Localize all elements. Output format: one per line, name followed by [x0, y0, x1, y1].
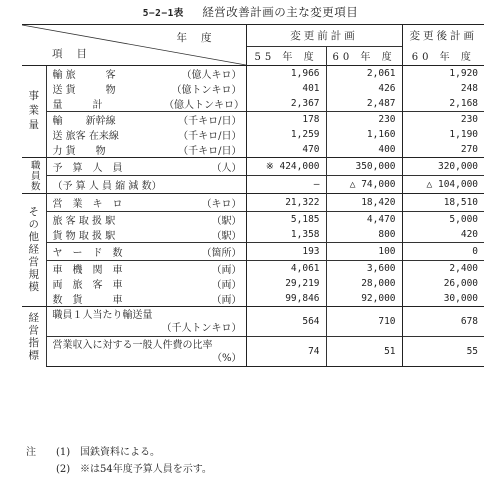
value-y55: 470 — [246, 142, 326, 158]
value-y60-after: 1,920 — [402, 66, 484, 82]
row-label: 営業収入に対する一般人件費の比率 — [52, 339, 213, 351]
footnote — [26, 461, 212, 478]
table-row — [22, 176, 484, 194]
value-y55: 2,367 — [246, 96, 326, 112]
value-y60-after: 320,000 — [402, 158, 484, 176]
table-row — [22, 337, 484, 367]
value-y60-before: 2,487 — [326, 96, 402, 112]
value-y60-after: 230 — [402, 112, 484, 128]
value-y55: 178 — [246, 112, 326, 128]
header-y60a: 60 年 度 — [326, 46, 402, 65]
value-y60-after: 270 — [402, 142, 484, 158]
header-item: 項目 — [52, 48, 101, 60]
row-unit: （両） — [211, 295, 242, 306]
value-y60-before: 4,470 — [326, 212, 402, 228]
row-unit: （%） — [212, 352, 242, 364]
header-after: 変更後計画 — [402, 25, 484, 47]
row-unit: （千キロ/日） — [178, 146, 242, 157]
row-unit: （人） — [164, 158, 246, 176]
value-y60-after: 0 — [402, 243, 484, 261]
table-row — [22, 66, 484, 82]
row-label: 力 貨 物 — [46, 142, 164, 158]
row-label: 輸 旅 客 — [46, 66, 164, 82]
row-label: 予 算 人 員 — [46, 158, 164, 176]
table-row — [22, 307, 484, 337]
row-label: 職員１人当たり輸送量 — [52, 309, 153, 321]
table-row — [22, 81, 484, 96]
value-y60-after: 1,190 — [402, 127, 484, 142]
row-label: 貨 物 取 扱 駅 — [46, 227, 164, 243]
value-y55: 21,322 — [246, 194, 326, 212]
value-y60-before: 28,000 — [326, 276, 402, 291]
footnote-number: (1) — [56, 447, 71, 458]
value-y55: 401 — [246, 81, 326, 96]
value-y60-after: 678 — [402, 307, 484, 337]
table-row — [22, 276, 484, 291]
table-caption: 経営改善計画の主な変更項目 — [202, 5, 359, 19]
category-other: その他経営規模 — [22, 194, 46, 307]
row-label-cell — [46, 307, 246, 337]
table-row — [22, 227, 484, 243]
value-y60-before: 710 — [326, 307, 402, 337]
value-y55: 1,358 — [246, 227, 326, 243]
table-row — [22, 243, 484, 261]
value-y60-after: 420 — [402, 227, 484, 243]
row-unit: （両） — [211, 280, 242, 291]
footnotes — [26, 444, 212, 478]
value-y60-before: 800 — [326, 227, 402, 243]
value-y60-after: △ 104,000 — [402, 176, 484, 194]
header-before: 変更前計画 — [246, 25, 402, 47]
value-y60-before: 2,061 — [326, 66, 402, 82]
value-y60-before: 350,000 — [326, 158, 402, 176]
value-y55: 5,185 — [246, 212, 326, 228]
value-y55: — — [246, 176, 326, 194]
header-y55: 55 年 度 — [246, 46, 326, 65]
footnote-text: ※は54年度予算人員を示す。 — [80, 464, 212, 475]
header-corner — [22, 25, 246, 66]
row-label: 輸 新幹線 — [46, 112, 164, 128]
table-row — [22, 96, 484, 112]
main-table — [22, 24, 484, 367]
row-unit: （箇所） — [164, 243, 246, 261]
value-y60-before: 92,000 — [326, 291, 402, 307]
row-label-cell — [46, 337, 246, 367]
row-label: 両 旅 客 車 — [46, 276, 164, 291]
table-row — [22, 112, 484, 128]
row-label: 旅 客 取 扱 駅 — [46, 212, 164, 228]
table-row — [22, 291, 484, 307]
row-label: （予 算 人 員 縮 減 数） — [46, 176, 246, 194]
value-y55: 1,966 — [246, 66, 326, 82]
header-row-1 — [22, 25, 484, 47]
row-label: 数 貨 車 — [46, 291, 164, 307]
row-unit: （千キロ/日） — [164, 112, 246, 128]
table-row — [22, 158, 484, 176]
value-y60-before: 100 — [326, 243, 402, 261]
value-y60-after: 18,510 — [402, 194, 484, 212]
row-label: 送 旅客 在来線 — [46, 127, 164, 142]
value-y60-before: 400 — [326, 142, 402, 158]
value-y55: 29,219 — [246, 276, 326, 291]
row-unit: （億人キロ） — [164, 66, 246, 82]
row-unit: （億人トンキロ） — [164, 100, 244, 111]
table-row — [22, 212, 484, 228]
value-y55: 99,846 — [246, 291, 326, 307]
row-unit: （億トンキロ） — [171, 85, 242, 96]
row-label: ヤ ー ド 数 — [46, 243, 164, 261]
value-y60-before: 230 — [326, 112, 402, 128]
row-unit: （千人トンキロ） — [161, 322, 242, 334]
row-label: 量 計 — [46, 96, 164, 112]
value-y60-after: 30,000 — [402, 291, 484, 307]
category-business: 事業量 — [22, 66, 46, 158]
value-y55: 564 — [246, 307, 326, 337]
row-unit: （駅） — [164, 212, 246, 228]
row-unit: （キロ） — [164, 194, 246, 212]
value-y60-before: 3,600 — [326, 261, 402, 277]
category-staff: 職員数 — [22, 158, 46, 194]
footnote-text: 国鉄資料による。 — [80, 447, 160, 458]
value-y60-after: 2,168 — [402, 96, 484, 112]
value-y60-before: △ 74,000 — [326, 176, 402, 194]
value-y55: ※ 424,000 — [246, 158, 326, 176]
row-label: 送 貨 物 — [46, 81, 164, 96]
table-title — [0, 4, 501, 20]
footnote-lead: 注 — [26, 447, 36, 458]
header-y60b: 60 年 度 — [402, 46, 484, 65]
row-unit: （千キロ/日） — [178, 131, 242, 142]
value-y60-after: 55 — [402, 337, 484, 367]
table-row — [22, 127, 484, 142]
row-unit: （両） — [164, 261, 246, 277]
value-y55: 74 — [246, 337, 326, 367]
table-number: 5−2−1表 — [142, 8, 184, 19]
value-y60-after: 2,400 — [402, 261, 484, 277]
value-y60-before: 426 — [326, 81, 402, 96]
value-y55: 193 — [246, 243, 326, 261]
value-y55: 1,259 — [246, 127, 326, 142]
value-y60-after: 248 — [402, 81, 484, 96]
header-year: 年度 — [176, 32, 226, 44]
table-row — [22, 261, 484, 277]
row-label: 営 業 キ ロ — [46, 194, 164, 212]
value-y60-before: 51 — [326, 337, 402, 367]
row-unit: （駅） — [211, 231, 242, 242]
value-y60-after: 26,000 — [402, 276, 484, 291]
value-y60-after: 5,000 — [402, 212, 484, 228]
value-y60-before: 1,160 — [326, 127, 402, 142]
category-index: 経営指標 — [22, 307, 46, 367]
table-row — [22, 142, 484, 158]
value-y60-before: 18,420 — [326, 194, 402, 212]
value-y55: 4,061 — [246, 261, 326, 277]
table-row — [22, 194, 484, 212]
footnote-number: (2) — [56, 464, 71, 475]
footnote — [26, 444, 212, 461]
row-label: 車 機 関 車 — [46, 261, 164, 277]
